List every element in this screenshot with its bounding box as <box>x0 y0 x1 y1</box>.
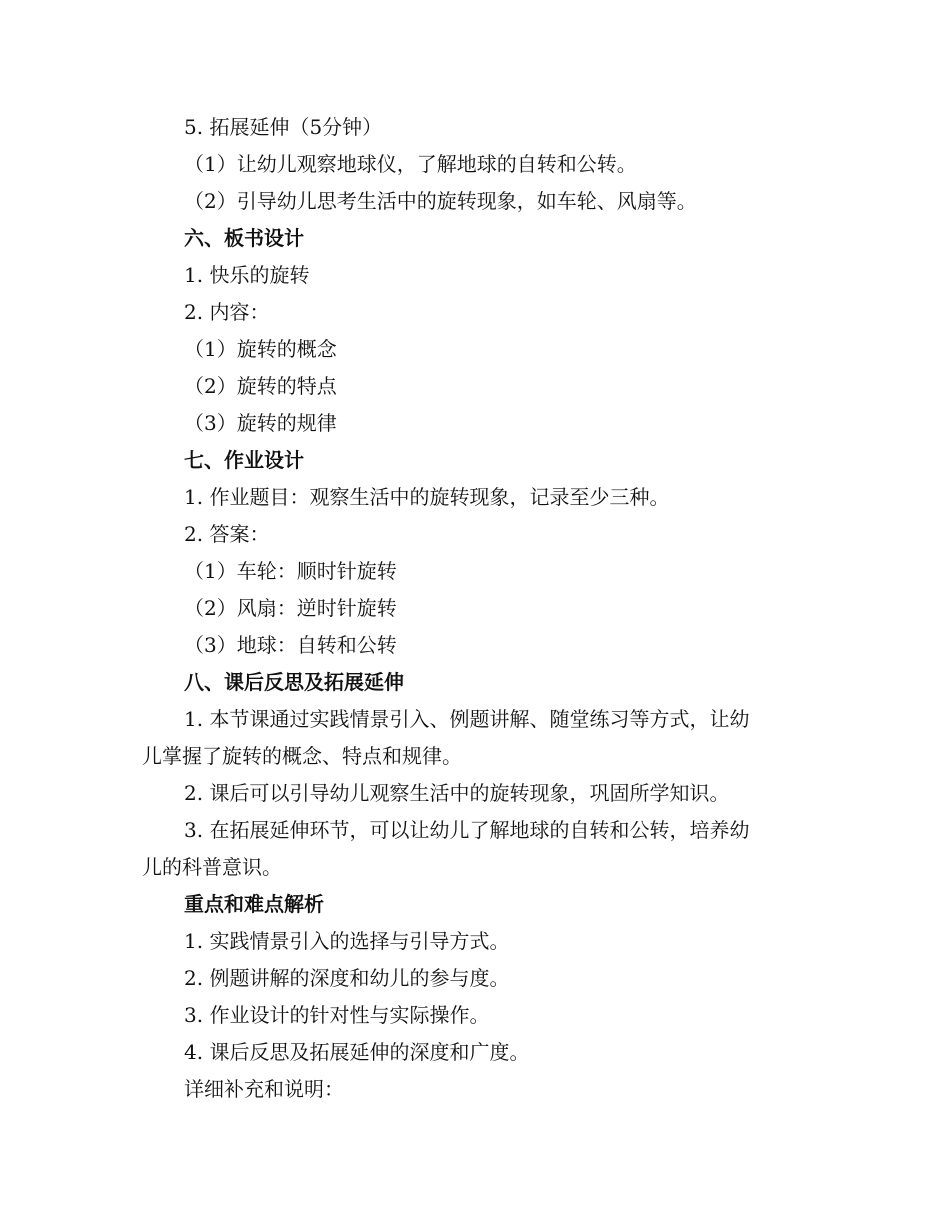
reflection-3-line-2: 儿的科普意识。 <box>142 855 282 879</box>
extension-item: 5. 拓展延伸（5分钟） <box>184 115 383 139</box>
board-sub-2: （2）旋转的特点 <box>184 374 337 398</box>
key-point-3: 3. 作业设计的针对性与实际操作。 <box>184 1003 490 1027</box>
key-point-2: 2. 例题讲解的深度和幼儿的参与度。 <box>184 966 510 990</box>
answer-2: （2）风扇：逆时针旋转 <box>184 596 397 620</box>
key-point-1: 1. 实践情景引入的选择与引导方式。 <box>184 929 510 953</box>
board-sub-1: （1）旋转的概念 <box>184 337 337 361</box>
section-7-heading: 七、作业设计 <box>184 448 304 472</box>
answer-3: （3）地球：自转和公转 <box>184 633 397 657</box>
homework-item-1: 1. 作业题目：观察生活中的旋转现象，记录至少三种。 <box>184 485 670 509</box>
reflection-1-line-1: 1. 本节课通过实践情景引入、例题讲解、随堂练习等方式，让幼 <box>184 707 750 731</box>
supplement-label: 详细补充和说明： <box>184 1077 344 1101</box>
board-sub-3: （3）旋转的规律 <box>184 411 337 435</box>
extension-sub-1: （1）让幼儿观察地球仪，了解地球的自转和公转。 <box>184 152 637 176</box>
reflection-3-line-1: 3. 在拓展延伸环节，可以让幼儿了解地球的自转和公转，培养幼 <box>184 818 750 842</box>
reflection-2: 2. 课后可以引导幼儿观察生活中的旋转现象，巩固所学知识。 <box>184 781 730 805</box>
board-item-1: 1. 快乐的旋转 <box>184 263 310 287</box>
answer-1: （1）车轮：顺时针旋转 <box>184 559 397 583</box>
homework-item-2: 2. 答案： <box>184 522 270 546</box>
section-6-heading: 六、板书设计 <box>184 226 304 250</box>
board-item-2: 2. 内容： <box>184 300 270 324</box>
extension-sub-2: （2）引导幼儿思考生活中的旋转现象，如车轮、风扇等。 <box>184 189 697 213</box>
key-point-4: 4. 课后反思及拓展延伸的深度和广度。 <box>184 1040 530 1064</box>
reflection-1-line-2: 儿掌握了旋转的概念、特点和规律。 <box>142 744 462 768</box>
section-8-heading: 八、课后反思及拓展延伸 <box>184 670 404 694</box>
key-points-heading: 重点和难点解析 <box>184 892 324 916</box>
